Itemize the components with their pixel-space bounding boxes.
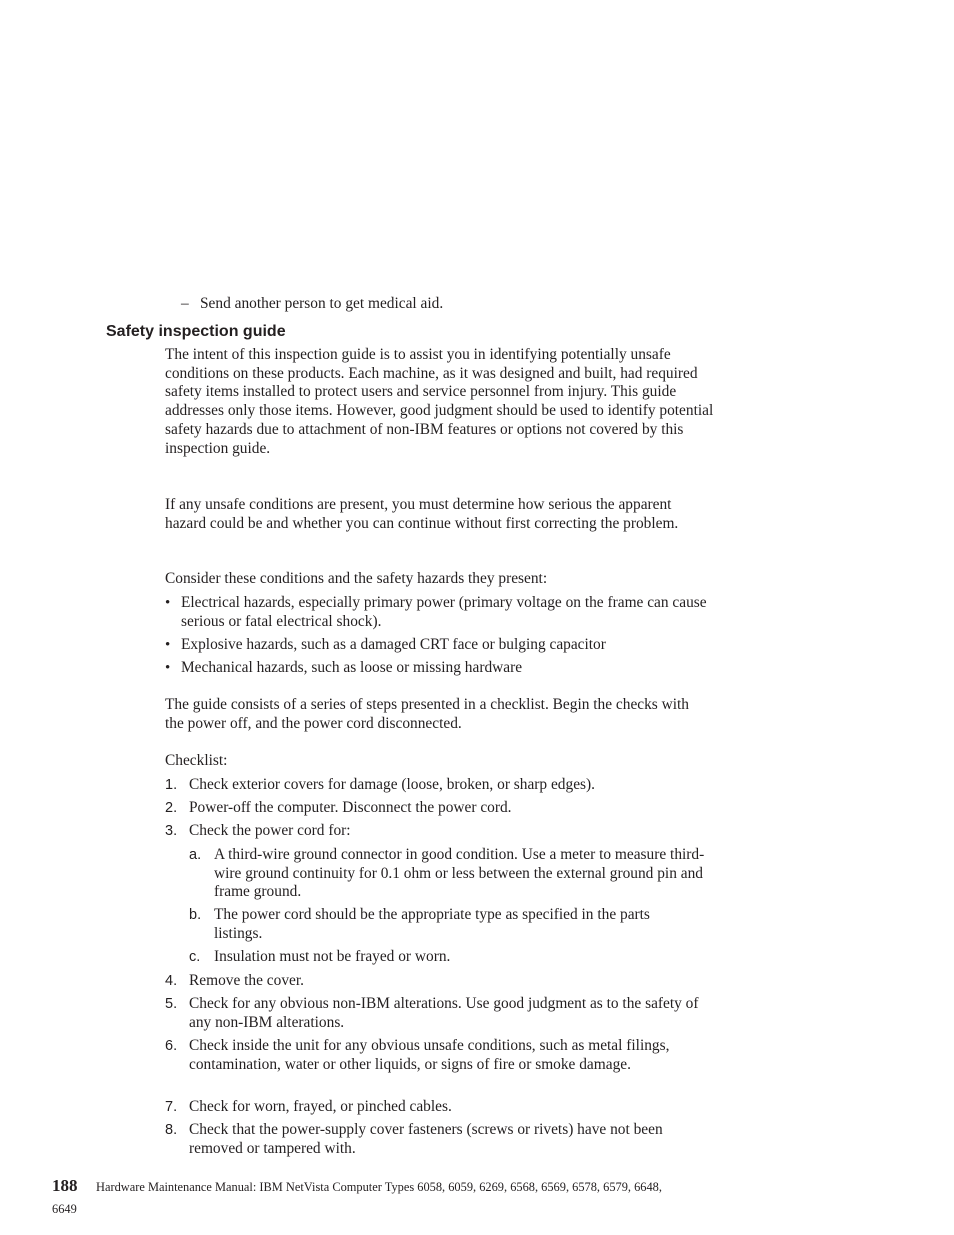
bullet-text: Explosive hazards, such as a damaged CRT face or bulging capacitor (181, 636, 606, 653)
bullet-icon: • (165, 660, 171, 676)
intro-paragraph: The intent of this inspection guide is to assist you in identifying potentially unsafe conditions on these products. Each machine, as it was designed and built, had required safety items installed to protect users and service personnel from injury. This guide addresses only those items. However, good judgment should be used to identify potential safety hazards due to attachment of non-IBM features or options not covered by this inspection guide. (165, 346, 714, 457)
item-text: Check the power cord for: (189, 822, 351, 839)
item-text: Remove the cover. (189, 972, 304, 989)
item-text: Check that the power-supply cover fasteners (screws or rivets) have not been removed or tampered with. (189, 1121, 663, 1157)
bullet-icon: • (165, 637, 171, 653)
item-text: A third-wire ground connector in good condition. Use a meter to measure third-wire ground continuity for 0.1 ohm or less between the external ground pin and frame ground. (214, 846, 705, 901)
item-letter: a. (189, 847, 202, 863)
item-number: 4. (165, 973, 178, 989)
item-letter: c. (189, 949, 201, 965)
item-text: Check inside the unit for any obvious unsafe conditions, such as metal filings, contamination, water or other liquids, or signs of fire or smoke damage. (189, 1037, 670, 1073)
top-item-text: Send another person to get medical aid. (200, 295, 444, 312)
conditions-paragraph: Consider these conditions and the safety hazards they present: (165, 570, 548, 587)
item-letter: b. (189, 907, 202, 923)
bullet-text: Electrical hazards, especially primary power (primary voltage on the frame can cause serious or fatal electrical shock). (181, 594, 707, 630)
item-text: The power cord should be the appropriate type as specified in the parts listings. (214, 906, 650, 942)
guide-paragraph: The guide consists of a series of steps presented in a checklist. Begin the checks with the power off, and the power cord disconnected. (165, 696, 689, 732)
item-text: Check for any obvious non-IBM alterations. Use good judgment as to the safety of any non-IBM alterations. (189, 995, 699, 1031)
bullet-icon: • (165, 595, 171, 611)
item-number: 3. (165, 823, 178, 839)
item-number: 6. (165, 1038, 178, 1054)
item-number: 2. (165, 800, 178, 816)
unsafe-paragraph: If any unsafe conditions are present, you must determine how serious the apparent hazard could be and whether you can continue without first correcting the problem. (165, 496, 679, 532)
footer-title: Hardware Maintenance Manual: IBM NetVista Computer Types 6058, 6059, 6269, 6568, 6569, 6578, 6579, 6648, (96, 1180, 662, 1194)
item-text: Check for worn, frayed, or pinched cables. (189, 1098, 452, 1115)
item-number: 5. (165, 996, 178, 1012)
item-number: 1. (165, 777, 178, 793)
checklist-label: Checklist: (165, 752, 228, 769)
item-text: Power-off the computer. Disconnect the power cord. (189, 799, 512, 816)
item-text: Insulation must not be frayed or worn. (214, 948, 451, 965)
page-number: 188 (52, 1176, 78, 1195)
section-heading: Safety inspection guide (106, 323, 286, 340)
item-text: Check exterior covers for damage (loose, broken, or sharp edges). (189, 776, 595, 793)
item-number: 8. (165, 1122, 178, 1138)
item-number: 7. (165, 1099, 178, 1115)
dash-marker: – (181, 295, 189, 312)
bullet-text: Mechanical hazards, such as loose or missing hardware (181, 659, 523, 676)
footer-title-continued: 6649 (52, 1202, 77, 1216)
